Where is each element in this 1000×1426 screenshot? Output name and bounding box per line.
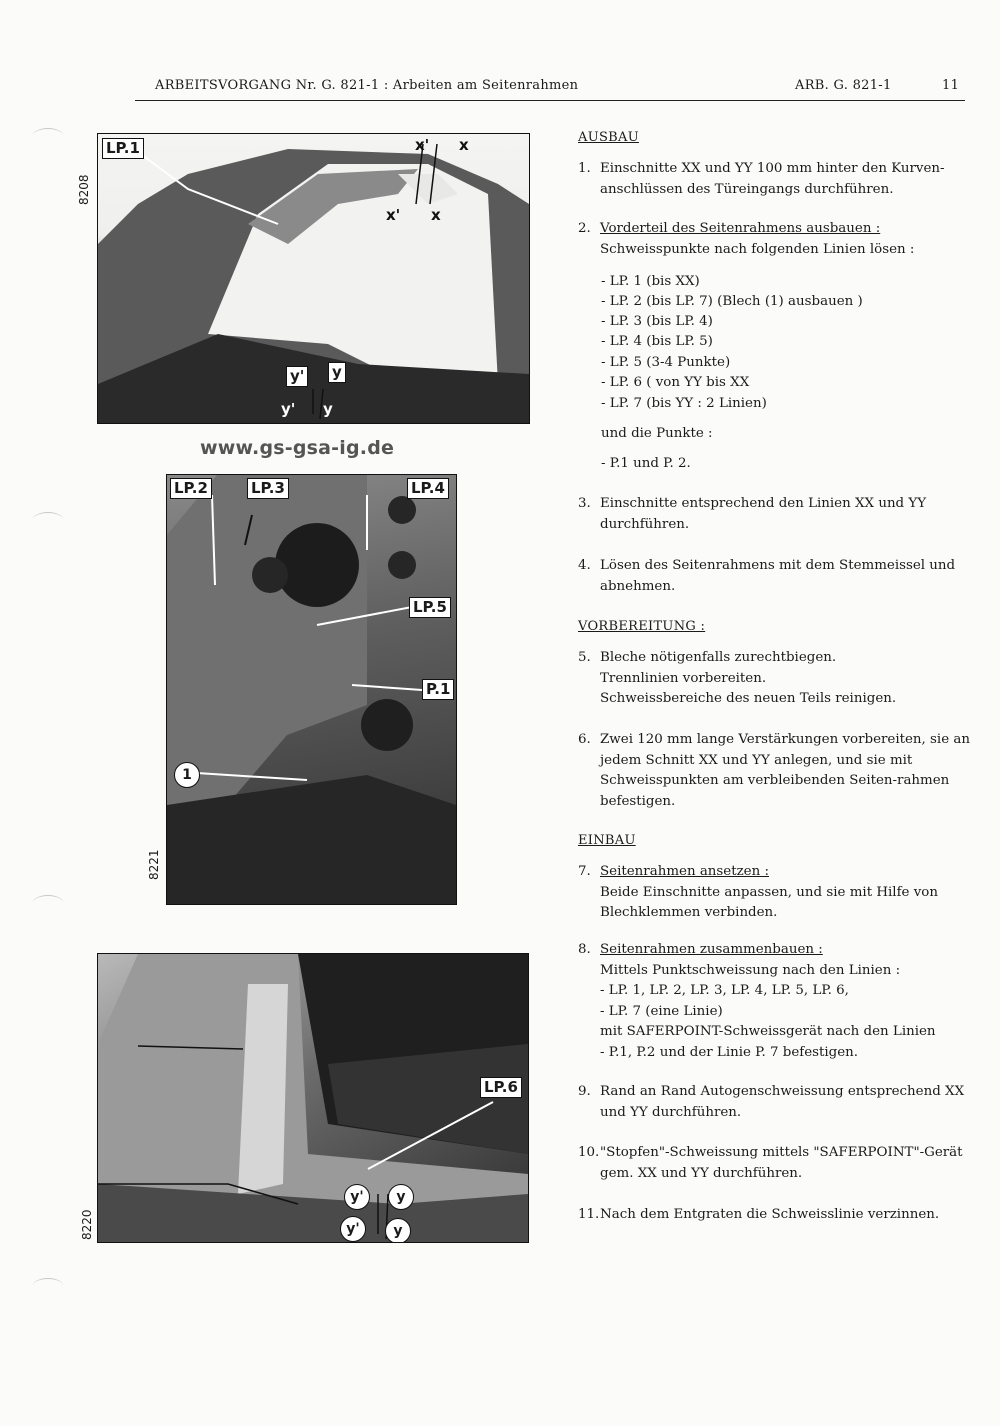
door-frame-photo [166,474,457,905]
list-item: - LP. 7 (bis YY : 2 Linien) [601,396,767,411]
label-lp4: LP.4 [407,478,449,499]
step-2: 2. Vorderteil des Seitenrahmens ausbauen : Schweisspunkte nach folgenden Linien lösen : [578,221,915,257]
header-title: ARBEITSVORGANG Nr. G. 821-1 : Arbeiten am Seitenrahmen [155,78,579,93]
step-9: 9. Rand an Rand Autogenschweissung entsprechend XX und YY durchführen. [578,1084,965,1120]
punch-mark [33,512,63,527]
step-2-points: - P.1 und P. 2. [601,456,691,471]
list-item: - LP. 6 ( von YY bis XX [601,375,750,390]
sill-photo [97,953,529,1243]
step-2-title: Vorderteil des Seitenrahmens ausbauen : [600,221,881,236]
step-6: 6. Zwei 120 mm lange Verstärkungen vorbereiten, sie an jedem Schnitt XX und YY anlegen, und sie mit Schweisspunkten am verbleibenden Seiten-rahmen befestigen. [578,732,971,809]
step-5: 5. Bleche nötigenfalls zurechtbiegen. Trennlinien vorbereiten. Schweissbereiche des neuen Teils reinigen. [578,650,897,706]
punch-mark [33,128,63,143]
step-2-and: und die Punkte : [601,426,713,441]
step-11: 11.Nach dem Entgraten die Schweisslinie verzinnen. [578,1207,940,1222]
label-lp6: LP.6 [480,1077,522,1098]
label-y-prime-box: y' [286,366,308,387]
step-3: 3. Einschnitte entsprechend den Linien XX und YY durchführen. [578,496,927,532]
label-x-prime-top: x' [415,136,430,154]
label-y-prime-2: y' [340,1216,366,1242]
step-7: 7. Seitenrahmen ansetzen : Beide Einschnitte anpassen, und sie mit Hilfe von Blechklemmen verbinden. [578,864,938,920]
label-item-1: 1 [174,762,200,788]
label-y-prime-low: y' [281,400,296,418]
list-item: - LP. 1 (bis XX) [601,274,700,289]
label-x-top: x [459,136,469,154]
section-vorbereitung: VORBEREITUNG : [578,619,706,634]
punch-mark [33,895,63,910]
label-y-box: y [328,362,346,383]
section-ausbau: AUSBAU [578,130,639,145]
header-ref: ARB. G. 821-1 [795,78,892,93]
section-einbau: EINBAU [578,833,636,848]
photo-number: 8208 [77,174,91,205]
list-item: - LP. 2 (bis LP. 7) (Blech (1) ausbauen ) [601,294,863,309]
step-10: 10."Stopfen"-Schweissung mittels "SAFERPOINT"-Gerät gem. XX und YY durchführen. [578,1145,963,1181]
step-1: 1. Einschnitte XX und YY 100 mm hinter den Kurven-anschlüssen des Türeingangs durchführen. [578,161,945,197]
label-y-2: y [385,1218,411,1243]
photo-number: 8221 [147,849,161,880]
label-lp2: LP.2 [170,478,212,499]
photo-number: 8220 [80,1209,94,1240]
label-lp5: LP.5 [409,597,451,618]
list-item: - LP. 3 (bis LP. 4) [601,314,713,329]
label-y-low: y [323,400,333,418]
label-x-prime-mid: x' [386,206,401,224]
label-y-prime-1: y' [344,1184,370,1210]
list-item: - LP. 5 (3-4 Punkte) [601,355,731,370]
page-number: 11 [942,78,960,93]
website-watermark: www.gs-gsa-ig.de [200,437,395,459]
label-p1: P.1 [422,679,454,700]
label-lp1: LP.1 [102,138,144,159]
label-x-mid: x [431,206,441,224]
step-4: 4. Lösen des Seitenrahmens mit dem Stemmeissel und abnehmen. [578,558,956,594]
list-item: - LP. 4 (bis LP. 5) [601,334,713,349]
car-body-photo [97,133,530,424]
label-lp3: LP.3 [247,478,289,499]
label-y-1: y [388,1184,414,1210]
step-8: 8. Seitenrahmen zusammenbauen : Mittels Punktschweissung nach den Linien : - LP. 1, LP. 2, LP. 3, LP. 4, LP. 5, LP. 6, - LP. 7 (eine Linie) mit SAFERPOINT-Schweissgerät nach den Linien - P.1, P.2 und der Linie P. 7 befestigen. [578,942,936,1060]
header-rule [135,100,965,101]
punch-mark [33,1278,63,1293]
